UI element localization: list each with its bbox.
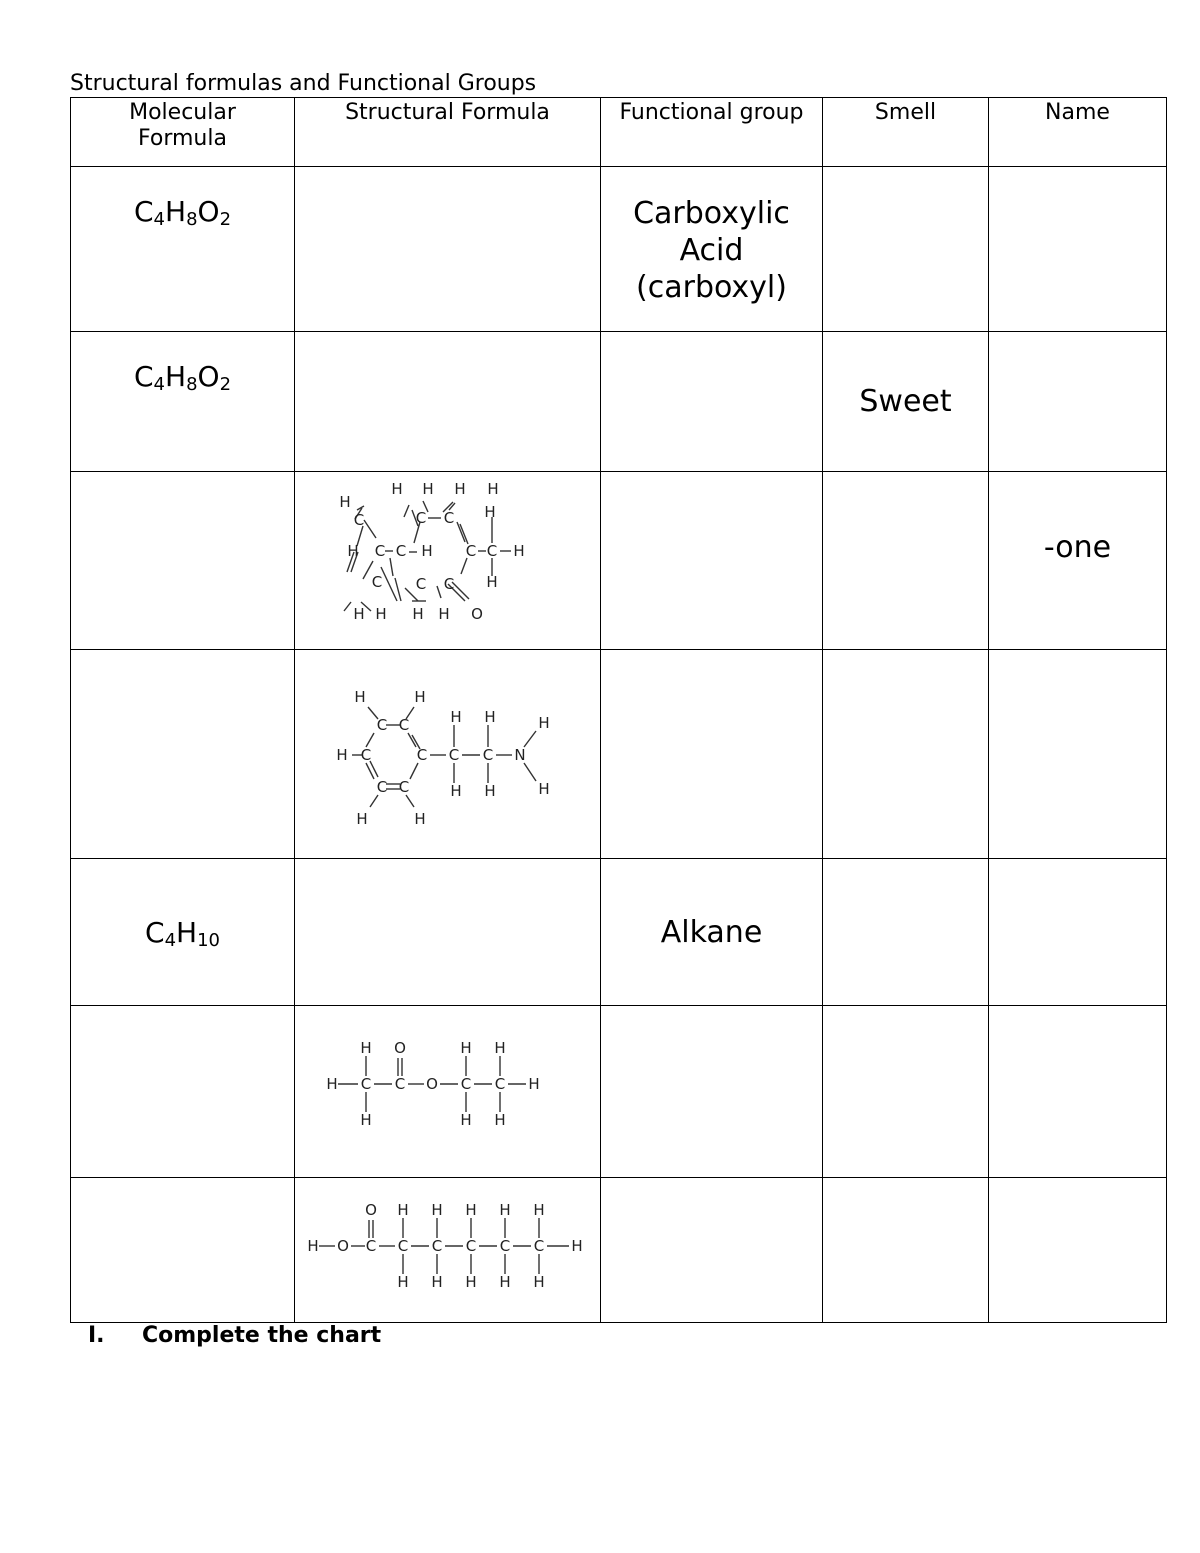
svg-text:H: H bbox=[485, 572, 498, 591]
svg-text:C: C bbox=[443, 574, 454, 593]
functional-group-cell[interactable]: Carboxylic Acid (carboxyl) bbox=[601, 167, 823, 332]
svg-text:H: H bbox=[570, 1237, 583, 1255]
document-title: Structural formulas and Functional Groups bbox=[70, 71, 537, 96]
svg-text:O: O bbox=[470, 604, 483, 623]
carboxylic-acid-structure-image bbox=[303, 1200, 593, 1300]
svg-text:H: H bbox=[396, 1273, 409, 1291]
svg-text:C: C bbox=[353, 510, 364, 529]
functional-group-cell[interactable] bbox=[601, 472, 823, 650]
svg-text:H: H bbox=[498, 1201, 511, 1219]
header-name: Name bbox=[989, 98, 1167, 167]
svg-text:C: C bbox=[397, 1237, 408, 1255]
instruction-text: Complete the chart bbox=[142, 1323, 382, 1348]
svg-text:C: C bbox=[465, 541, 476, 560]
svg-text:H: H bbox=[493, 1110, 506, 1129]
svg-text:H: H bbox=[411, 604, 424, 623]
table-row bbox=[71, 650, 1167, 859]
svg-text:H: H bbox=[459, 1038, 472, 1057]
svg-text:C: C bbox=[482, 746, 493, 764]
table-row bbox=[71, 332, 1167, 472]
functional-group-cell[interactable] bbox=[601, 332, 823, 472]
svg-text:H: H bbox=[459, 1110, 472, 1129]
svg-text:H: H bbox=[359, 1038, 372, 1057]
svg-text:C: C bbox=[465, 1237, 476, 1255]
name-cell[interactable] bbox=[989, 1006, 1167, 1178]
table-row bbox=[71, 1006, 1167, 1178]
smell-cell[interactable] bbox=[823, 1178, 989, 1323]
svg-text:H: H bbox=[449, 782, 462, 800]
svg-text:H: H bbox=[374, 604, 387, 623]
header-functional-group: Functional group bbox=[601, 98, 823, 167]
svg-text:H: H bbox=[453, 479, 466, 498]
svg-text:C: C bbox=[374, 541, 385, 560]
functional-group-cell[interactable] bbox=[601, 650, 823, 859]
molecular-formula-cell[interactable] bbox=[71, 650, 295, 859]
molecular-formula-cell[interactable]: $C_4H_8O_2$ bbox=[71, 332, 295, 472]
name-cell[interactable] bbox=[989, 1178, 1167, 1323]
svg-text:H: H bbox=[359, 1110, 372, 1129]
smell-cell[interactable] bbox=[823, 1006, 989, 1178]
svg-text:H: H bbox=[430, 1273, 443, 1291]
smell-cell[interactable] bbox=[823, 859, 989, 1006]
svg-text:H: H bbox=[390, 479, 403, 498]
structural-formula-cell bbox=[295, 1006, 601, 1178]
svg-text:C: C bbox=[394, 1074, 405, 1093]
svg-text:H: H bbox=[346, 541, 359, 560]
header-structural-formula: Structural Formula bbox=[295, 98, 601, 167]
svg-text:H: H bbox=[483, 782, 496, 800]
svg-text:H: H bbox=[537, 714, 550, 732]
svg-text:C: C bbox=[360, 746, 371, 764]
table-row bbox=[71, 472, 1167, 650]
svg-text:H: H bbox=[532, 1201, 545, 1219]
molecular-formula-cell[interactable] bbox=[71, 472, 295, 650]
svg-text:C: C bbox=[499, 1237, 510, 1255]
header-molecular-formula: Molecular Formula bbox=[71, 98, 295, 167]
svg-text:C: C bbox=[460, 1074, 471, 1093]
name-cell[interactable] bbox=[989, 332, 1167, 472]
svg-text:C: C bbox=[360, 1074, 371, 1093]
svg-text:H: H bbox=[396, 1201, 409, 1219]
instruction bbox=[88, 1322, 381, 1350]
svg-text:C: C bbox=[416, 746, 427, 764]
header-smell: Smell bbox=[823, 98, 989, 167]
name-cell[interactable] bbox=[989, 650, 1167, 859]
svg-text:H: H bbox=[483, 502, 496, 521]
molecular-formula-cell[interactable] bbox=[71, 1178, 295, 1323]
svg-text:C: C bbox=[415, 574, 426, 593]
svg-text:H: H bbox=[353, 688, 366, 706]
smell-cell[interactable]: Sweet bbox=[823, 332, 989, 472]
aromatic-amine-structure-image bbox=[308, 669, 588, 839]
table-row bbox=[71, 1178, 1167, 1323]
svg-text:H: H bbox=[421, 479, 434, 498]
molecular-formula-cell[interactable]: $C_4H_{10}$ bbox=[71, 859, 295, 1006]
name-cell[interactable] bbox=[989, 859, 1167, 1006]
svg-text:C: C bbox=[395, 541, 406, 560]
smell-cell[interactable] bbox=[823, 472, 989, 650]
structural-formula-cell[interactable] bbox=[295, 167, 601, 332]
svg-text:H: H bbox=[537, 780, 550, 798]
structural-formula-cell bbox=[295, 1178, 601, 1323]
svg-text:H: H bbox=[527, 1074, 540, 1093]
svg-text:C: C bbox=[376, 778, 387, 796]
name-cell[interactable]: -one bbox=[989, 472, 1167, 650]
name-cell[interactable] bbox=[989, 167, 1167, 332]
structural-formula-cell[interactable] bbox=[295, 332, 601, 472]
svg-text:O: O bbox=[393, 1038, 406, 1057]
svg-text:H: H bbox=[306, 1237, 319, 1255]
svg-text:H: H bbox=[464, 1201, 477, 1219]
svg-text:C: C bbox=[533, 1237, 544, 1255]
svg-text:C: C bbox=[431, 1237, 442, 1255]
svg-text:C: C bbox=[371, 572, 382, 591]
svg-text:H: H bbox=[355, 810, 368, 828]
functional-group-cell[interactable]: Alkane bbox=[601, 859, 823, 1006]
svg-text:H: H bbox=[437, 604, 450, 623]
ester-structure-image bbox=[325, 1038, 568, 1142]
smell-cell[interactable] bbox=[823, 167, 989, 332]
svg-text:C: C bbox=[494, 1074, 505, 1093]
svg-text:C: C bbox=[486, 541, 497, 560]
svg-text:H: H bbox=[413, 810, 426, 828]
table-row bbox=[71, 167, 1167, 332]
svg-text:C: C bbox=[443, 508, 454, 527]
svg-text:O: O bbox=[336, 1237, 349, 1255]
structural-formula-cell bbox=[295, 472, 601, 650]
svg-text:H: H bbox=[532, 1273, 545, 1291]
svg-text:H: H bbox=[430, 1201, 443, 1219]
svg-text:H: H bbox=[413, 688, 426, 706]
functional-group-cell[interactable] bbox=[601, 1178, 823, 1323]
smell-cell[interactable] bbox=[823, 650, 989, 859]
structural-formula-cell[interactable] bbox=[295, 859, 601, 1006]
svg-text:H: H bbox=[498, 1273, 511, 1291]
header-row bbox=[71, 98, 1167, 167]
structural-formula-cell bbox=[295, 650, 601, 859]
svg-text:H: H bbox=[464, 1273, 477, 1291]
svg-text:H: H bbox=[325, 1074, 338, 1093]
molecular-formula-cell[interactable]: $C_4H_8O_2$ bbox=[71, 167, 295, 332]
svg-text:H: H bbox=[449, 708, 462, 726]
svg-text:H: H bbox=[335, 746, 348, 764]
svg-text:H: H bbox=[420, 541, 433, 560]
svg-text:C: C bbox=[398, 716, 409, 734]
svg-text:H: H bbox=[338, 492, 351, 511]
svg-text:O: O bbox=[364, 1201, 377, 1219]
svg-text:C: C bbox=[415, 508, 426, 527]
instruction-number: I. bbox=[88, 1323, 105, 1348]
svg-text:C: C bbox=[448, 746, 459, 764]
functional-group-cell[interactable] bbox=[601, 1006, 823, 1178]
svg-text:H: H bbox=[352, 604, 365, 623]
table-row bbox=[71, 859, 1167, 1006]
svg-text:N: N bbox=[513, 746, 526, 764]
svg-text:C: C bbox=[365, 1237, 376, 1255]
svg-text:H: H bbox=[493, 1038, 506, 1057]
svg-text:H: H bbox=[512, 541, 525, 560]
svg-text:C: C bbox=[376, 716, 387, 734]
svg-text:C: C bbox=[398, 778, 409, 796]
svg-text:H: H bbox=[486, 479, 499, 498]
svg-text:H: H bbox=[483, 708, 496, 726]
structural-formulas-table bbox=[70, 97, 1167, 1323]
svg-text:O: O bbox=[425, 1074, 438, 1093]
molecular-formula-cell[interactable] bbox=[71, 1006, 295, 1178]
cyclic-ketone-structure-image bbox=[318, 479, 578, 636]
